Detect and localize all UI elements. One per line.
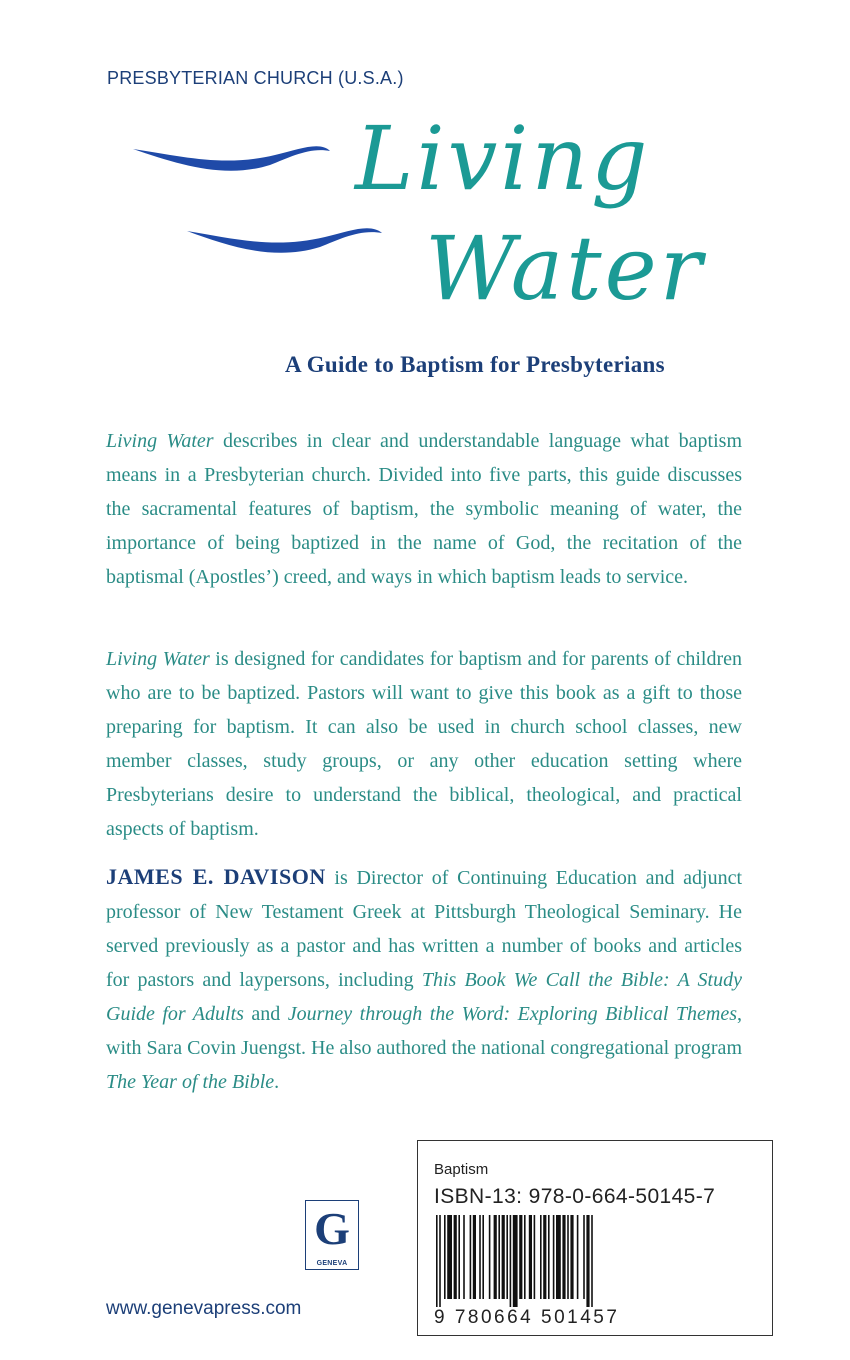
barcode-bar <box>519 1215 522 1299</box>
title-living: Living <box>355 107 651 210</box>
program-title: The Year of the Bible <box>106 1071 275 1093</box>
paragraph-text: describes in clear and understandable language what baptism means in a Presbyterian church. Divided into five parts, this guide discusses the sacramental features of baptism, the symbolic meaning of water, the importance of being baptized in the name of God, the recitation of the baptismal (Apostles’) creed, and ways in which baptism leads to service. <box>106 430 743 588</box>
barcode-bar <box>447 1215 452 1299</box>
barcode-bar <box>583 1215 585 1299</box>
barcode-bar <box>458 1215 460 1299</box>
bio-text: , with Sara Covin Juengst. He also authored the national congregational program <box>106 1003 742 1059</box>
barcode-bar <box>543 1215 546 1299</box>
paragraph-text: is designed for candidates for baptism and for parents of children who are to be baptized. Pastors will want to give this book as a gift to those preparing for baptism. It can also be used in church school classes, new member classes, study groups, or any other education setting where Presbyterians desire to understand the biblical, theological, and practical aspects of baptism. <box>106 648 742 840</box>
barcode-digits: 9 780664 501457 <box>434 1307 620 1328</box>
barcode-bar <box>473 1215 476 1299</box>
barcode-bar <box>454 1215 457 1299</box>
barcode-bar <box>529 1215 532 1299</box>
barcode-bar <box>482 1215 484 1299</box>
barcode-bar <box>562 1215 565 1299</box>
barcode-bar <box>524 1215 526 1299</box>
barcode-bar <box>479 1215 481 1299</box>
barcode-bar <box>510 1215 512 1307</box>
isbn-barcode-box <box>417 1140 773 1336</box>
barcode-bar <box>444 1215 446 1299</box>
barcode-bar <box>489 1215 491 1299</box>
book-title: This Book We Call the Bible: A Study Guide for Adults <box>106 969 742 1025</box>
author-bio <box>106 860 742 1099</box>
author-name: JAMES E. DAVISON <box>106 864 326 889</box>
upper-wave <box>133 146 330 170</box>
barcode-bar <box>498 1215 500 1299</box>
publisher-name: PRESBYTERIAN CHURCH (U.S.A.) <box>107 68 404 88</box>
barcode-bar <box>534 1215 536 1299</box>
barcode-bar <box>463 1215 465 1299</box>
barcode-bar <box>548 1215 550 1299</box>
bio-text: is Director of Continuing Education and adjunct professor of New Testament Greek at Pittsburgh Theological Seminary. He served previously as a pastor and has written a number of books and articles for pastors and laypersons, including <box>106 867 743 991</box>
barcode-bar <box>586 1215 589 1307</box>
subtitle: A Guide to Baptism for Presbyterians <box>285 352 665 377</box>
barcode-bar <box>513 1215 518 1307</box>
logo-letter: G <box>314 1203 350 1254</box>
bio-text: and <box>243 1003 288 1025</box>
logo-label: GENEVA <box>316 1260 348 1267</box>
book-title: Journey through the Word: Exploring Biblical Themes <box>287 1003 737 1025</box>
barcode-bar <box>567 1215 569 1299</box>
barcode-bar <box>591 1215 593 1307</box>
isbn-category: Baptism <box>434 1161 489 1178</box>
isbn-number: ISBN-13: 978-0-664-50145-7 <box>434 1185 716 1208</box>
bio-text: . <box>274 1071 280 1093</box>
barcode-bar <box>436 1215 438 1307</box>
barcode-bar <box>556 1215 561 1299</box>
barcode-bar <box>502 1215 505 1299</box>
website-url: www.genevapress.com <box>106 1298 302 1319</box>
barcode-bar <box>506 1215 508 1299</box>
description-paragraph-1 <box>106 424 742 594</box>
book-title-emphasis: Living Water <box>106 430 214 452</box>
description-paragraph-2 <box>106 642 742 846</box>
barcode-bar <box>494 1215 497 1299</box>
barcode-bar <box>577 1215 579 1299</box>
barcode-bar <box>553 1215 555 1299</box>
book-title-emphasis: Living Water <box>106 648 210 670</box>
geneva-logo <box>305 1200 359 1270</box>
barcode-bar <box>570 1215 573 1299</box>
barcode-bar <box>540 1215 542 1299</box>
lower-wave <box>187 228 382 252</box>
title-water: Water <box>425 217 705 320</box>
barcode-icon <box>436 1215 636 1307</box>
barcode-bar <box>439 1215 441 1307</box>
barcode-bar <box>470 1215 472 1299</box>
